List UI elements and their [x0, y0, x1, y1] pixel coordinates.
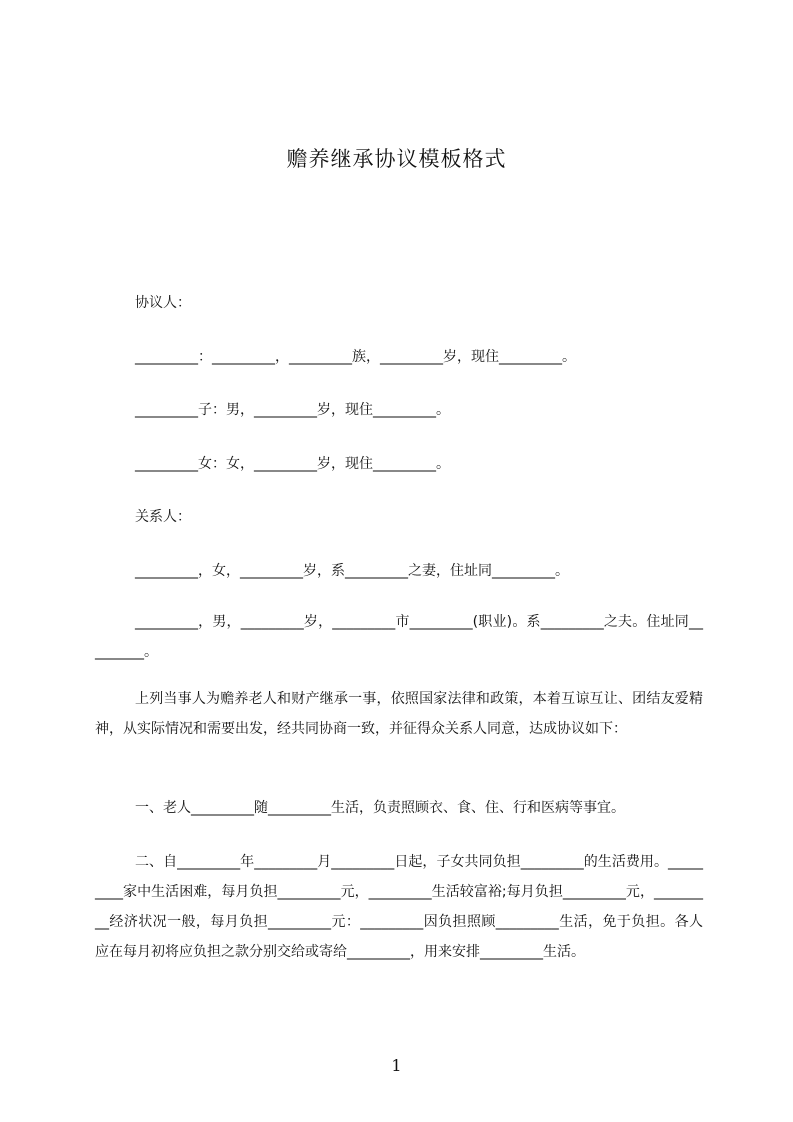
related-paragraph-2: _________，男，_________岁，_________市_________(职业)。系_________之夫。住址同_________。 [95, 614, 703, 660]
intro-paragraph: 上列当事人为赡养老人和财产继承一事，依照国家法律和政策，本着互谅互让、团结友爱精神，从实际情况和需要出发，经共同协商一致，并征得众关系人同意，达成协议如下： [95, 691, 703, 737]
page-number: 1 [391, 1056, 402, 1075]
document-title: 赡养继承协议模板格式 [286, 147, 507, 171]
party-heading: 协议人： [135, 295, 191, 311]
party-line-2: _________子：男，_________岁，现住_________。 [135, 402, 450, 418]
party-line-1: _________：_________，_________族，_________岁，现住_________。 [135, 349, 576, 365]
party-line-3: _________女：女，_________岁，现住_________。 [135, 456, 450, 472]
related-line-1: _________，女，_________岁，系_________之妻，住址同_________。 [135, 563, 569, 579]
clause-1: 一、老人_________随_________生活，负责照顾衣、食、住、行和医病等事宜。 [135, 800, 625, 816]
related-heading: 关系人： [135, 509, 191, 525]
clause-2: 二、自_________年_________月_________日起，子女共同负担_________的生活费用。_________家中生活困难，每月负担_________元，_________生活较富裕;每月负担_________元，_________经济状况一般，每月负担_________元：_________因负担照顾_________生活，免于负担。各人应在每月初将应负担之款分别交给或寄给_________，用来安排_________生活。 [95, 854, 703, 960]
